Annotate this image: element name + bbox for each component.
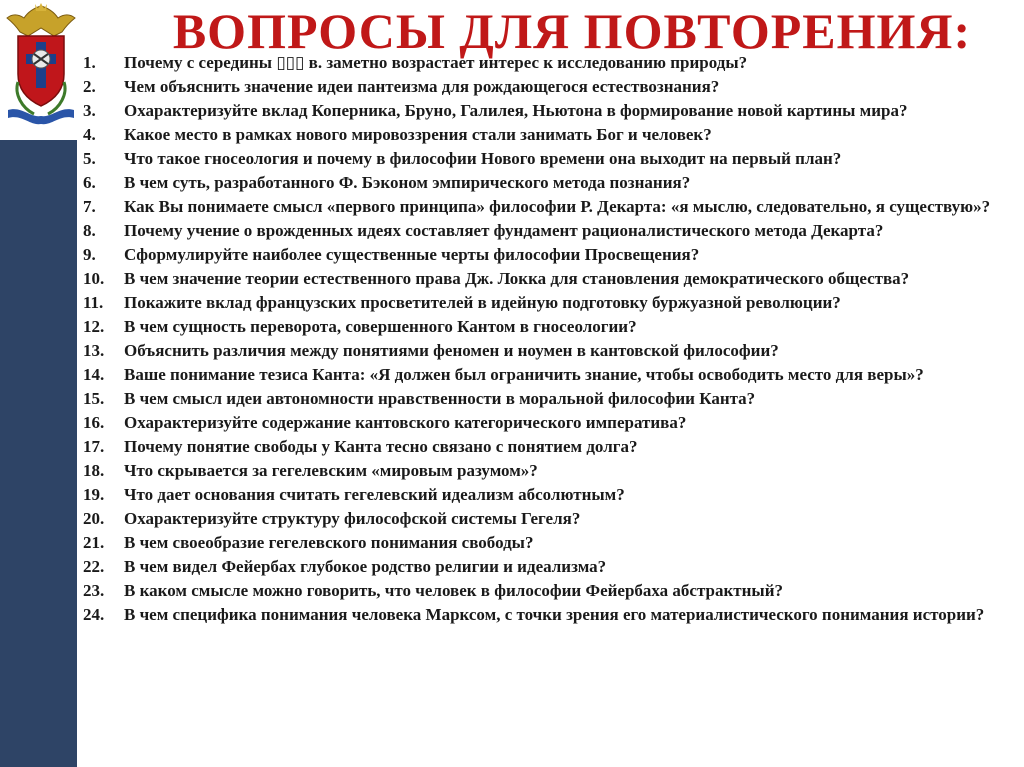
- question-text: В чем специфика понимания человека Марксом, с точки зрения его материалистического понимания истории?: [124, 605, 985, 624]
- question-item: [83, 243, 1013, 267]
- question-number: 8.: [83, 221, 96, 240]
- question-text: Почему понятие свободы у Канта тесно связано с понятием долга?: [124, 437, 638, 456]
- question-item: [83, 579, 1013, 603]
- question-text: Охарактеризуйте структуру философской системы Гегеля?: [124, 509, 581, 528]
- question-item: [83, 147, 1013, 171]
- question-text: В чем сущность переворота, совершенного Кантом в гносеологии?: [124, 317, 637, 336]
- question-number: 6.: [83, 173, 96, 192]
- question-item: [83, 387, 1013, 411]
- question-number: 19.: [83, 485, 105, 504]
- question-number: 5.: [83, 149, 96, 168]
- question-text: В чем значение теории естественного права Дж. Локка для становления демократического общества?: [124, 269, 910, 288]
- question-text: Что дает основания считать гегелевский идеализм абсолютным?: [124, 485, 625, 504]
- question-number: 11.: [83, 293, 104, 312]
- question-text: В чем суть, разработанного Ф. Бэконом эмпирического метода познания?: [124, 173, 691, 192]
- question-text: Что такое гносеология и почему в философии Нового времени она выходит на первый план?: [124, 149, 842, 168]
- question-item: [83, 315, 1013, 339]
- question-text: Как Вы понимаете смысл «первого принципа» философии Р. Декарта: «я мыслю, следовательно, я существую»?: [124, 197, 991, 216]
- question-item: [83, 603, 1013, 627]
- question-item: [83, 75, 1013, 99]
- question-text: Чем объяснить значение идеи пантеизма для рождающегося естествознания?: [124, 77, 720, 96]
- question-number: 2.: [83, 77, 96, 96]
- question-number: 22.: [83, 557, 105, 576]
- page-title: ВОПРОСЫ ДЛЯ ПОВТОРЕНИЯ:: [172, 3, 972, 59]
- question-number: 9.: [83, 245, 96, 264]
- question-item: [83, 363, 1013, 387]
- question-text: Охарактеризуйте содержание кантовского категорического императива?: [124, 413, 687, 432]
- question-number: 23.: [83, 581, 105, 600]
- question-text: В чем видел Фейербах глубокое родство религии и идеализма?: [124, 557, 607, 576]
- question-number: 3.: [83, 101, 96, 120]
- question-number: 24.: [83, 605, 105, 624]
- question-text: Покажите вклад французских просветителей в идейную подготовку буржуазной революции?: [124, 293, 841, 312]
- question-number: 13.: [83, 341, 105, 360]
- question-item: [83, 435, 1013, 459]
- question-number: 18.: [83, 461, 105, 480]
- question-item: [83, 411, 1013, 435]
- question-item: [83, 531, 1013, 555]
- question-text: В каком смысле можно говорить, что человек в философии Фейербаха абстрактный?: [124, 581, 783, 600]
- question-text: Ваше понимание тезиса Канта: «Я должен был ограничить знание, чтобы освободить место для веры»?: [124, 365, 924, 384]
- question-item: [83, 195, 1013, 219]
- question-item: [83, 339, 1013, 363]
- question-item: [83, 291, 1013, 315]
- question-number: 16.: [83, 413, 105, 432]
- question-text: Охарактеризуйте вклад Коперника, Бруно, Галилея, Ньютона в формирование новой картины мира?: [124, 101, 908, 120]
- question-text: Объяснить различия между понятиями феномен и ноумен в кантовской философии?: [124, 341, 779, 360]
- question-item: [83, 171, 1013, 195]
- question-number: 15.: [83, 389, 105, 408]
- question-item: [83, 483, 1013, 507]
- question-number: 21.: [83, 533, 105, 552]
- sidebar-band: [0, 140, 77, 767]
- question-item: [83, 555, 1013, 579]
- question-text: Почему с середины ▯▯▯ в. заметно возрастает интерес к исследованию природы?: [124, 53, 748, 72]
- question-number: 1.: [83, 53, 96, 72]
- question-number: 4.: [83, 125, 96, 144]
- questions-list: [83, 51, 1013, 627]
- question-item: [83, 267, 1013, 291]
- question-item: [83, 123, 1013, 147]
- question-item: [83, 99, 1013, 123]
- question-text: В чем смысл идеи автономности нравственности в моральной философии Канта?: [124, 389, 756, 408]
- question-number: 7.: [83, 197, 96, 216]
- question-item: [83, 51, 1013, 75]
- question-number: 10.: [83, 269, 105, 288]
- question-text: Сформулируйте наиболее существенные черты философии Просвещения?: [124, 245, 700, 264]
- question-number: 17.: [83, 437, 105, 456]
- question-number: 20.: [83, 509, 105, 528]
- question-number: 14.: [83, 365, 105, 384]
- question-item: [83, 507, 1013, 531]
- question-number: 12.: [83, 317, 105, 336]
- question-text: Почему учение о врожденных идеях составляет фундамент рационалистического метода Декарта?: [124, 221, 884, 240]
- question-text: Какое место в рамках нового мировоззрения стали занимать Бог и человек?: [124, 125, 712, 144]
- question-text: Что скрывается за гегелевским «мировым разумом»?: [124, 461, 538, 480]
- question-text: В чем своеобразие гегелевского понимания свободы?: [124, 533, 534, 552]
- question-item: [83, 219, 1013, 243]
- question-item: [83, 459, 1013, 483]
